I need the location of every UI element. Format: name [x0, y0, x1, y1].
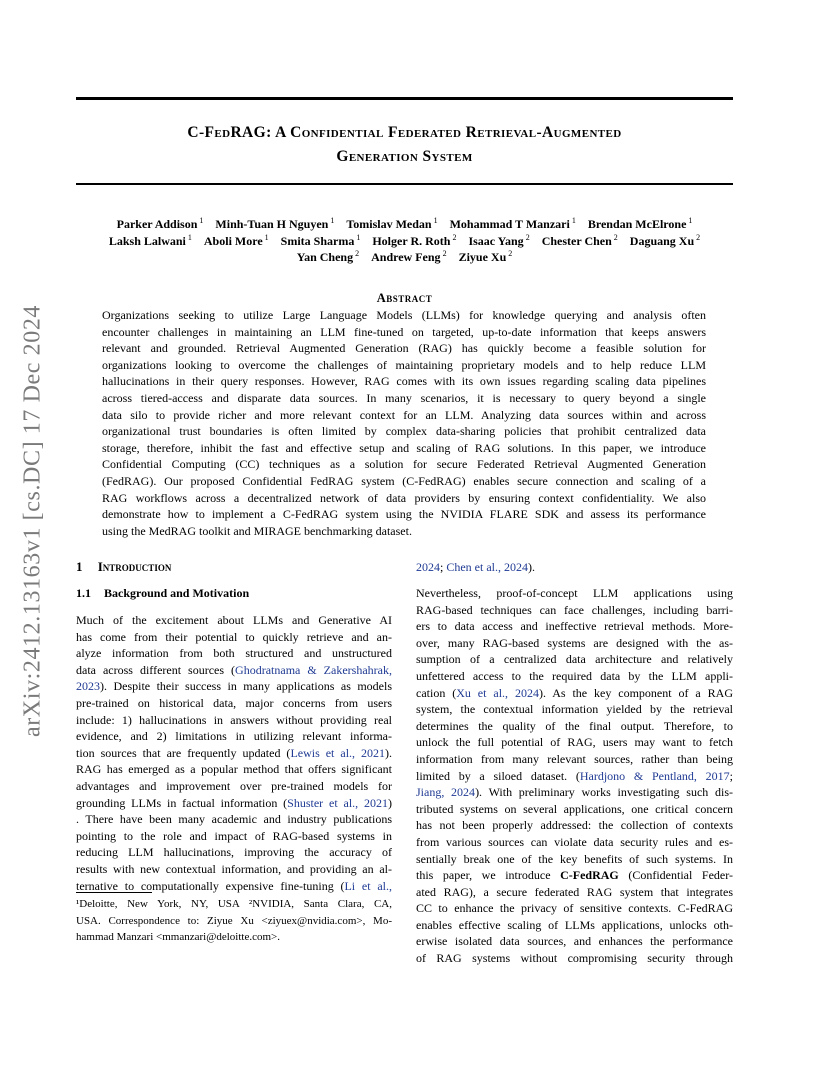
- text-span: results with new contextual information, and providing an al-: [76, 861, 392, 876]
- text-line: [76, 645, 392, 662]
- text-span: erwise isolated data sources, and enhances the performance: [416, 934, 733, 949]
- author-affiliation: 2: [440, 249, 447, 258]
- text-span: . There have been many academic and industry publications: [76, 812, 392, 827]
- text-line: USA. Correspondence to: Ziyue Xu <ziyuex@nvidia.com>, Mo-: [76, 914, 392, 927]
- text-span: advantages and improvement over pre-trained models for: [76, 778, 392, 793]
- footnote: [76, 897, 392, 947]
- text-line: across tiered-access and disparate data sources. In many scenarios, it is necessary to query beyond a single: [102, 390, 706, 405]
- text-span: of RAG systems without compromising security through: [416, 951, 733, 966]
- abstract-body: [102, 307, 706, 539]
- section-title: Introduction: [97, 559, 172, 574]
- author-affiliation: 1: [354, 233, 361, 242]
- text-line: [76, 795, 392, 812]
- author: Andrew Feng: [371, 250, 441, 264]
- author-affiliation: 2: [523, 233, 530, 242]
- intro-right-column-continuation: [416, 559, 733, 576]
- author: Chester Chen: [541, 234, 612, 248]
- author: Yan Cheng: [296, 250, 354, 264]
- text-line: organizations looking to overcome the challenges of maintaining proprietary models and to help reduce LLM: [102, 357, 706, 372]
- text-line: [76, 712, 392, 729]
- text-line: [416, 701, 733, 718]
- author-affiliation: 1: [328, 216, 335, 225]
- text-span: ): [388, 795, 392, 810]
- subsection-heading: [76, 586, 249, 601]
- paper-title-line-2: Generation System: [336, 148, 473, 165]
- section-number: 1: [76, 559, 83, 574]
- text-span: pre-trained on historical data, major concerns from users: [76, 695, 392, 710]
- author: Laksh Lalwani: [108, 234, 186, 248]
- text-span: RAG-based techniques can face challenges, including barri-: [416, 602, 733, 617]
- author-line-3: [76, 246, 733, 265]
- text-span: ). Despite their success in many applications as models: [100, 679, 392, 694]
- title-bottom-rule: [76, 183, 733, 185]
- paper-title-line-1: C-FedRAG: A Confidential Federated Retrieval-Augmented: [187, 124, 622, 141]
- text-line: relevant and grounded. Retrieval Augmented Generation (RAG) has quickly become a feasible solution for: [102, 341, 706, 356]
- text-line: encounter challenges in maintaining an LLM fine-tuned on targeted, up-to-date information that keeps answers: [102, 324, 706, 339]
- author-affiliation: 1: [686, 216, 693, 225]
- text-span: sentially break one of the key benefits of such systems. In: [416, 851, 733, 866]
- text-span: (Confidential Feder-: [618, 868, 733, 883]
- text-line: [416, 618, 733, 635]
- citation-link[interactable]: 2024: [416, 560, 440, 574]
- text-span: information from many relevant sources, rather than being: [416, 751, 733, 766]
- citation-link[interactable]: Xu et al., 2024: [456, 685, 539, 700]
- text-line: Organizations seeking to utilize Large Language Models (LLMs) for knowledge querying and analysis often: [102, 308, 706, 322]
- text-span: ).: [528, 560, 535, 574]
- text-line: [76, 612, 392, 629]
- text-span: ).: [385, 745, 393, 760]
- text-line: [416, 917, 733, 934]
- author: Holger R. Roth: [372, 234, 451, 248]
- text-span: reducing LLM hallucinations, improving the accuracy of: [76, 845, 392, 860]
- text-span: cation (: [416, 685, 457, 700]
- author: Mohammad T Manzari: [449, 217, 570, 231]
- text-line: [416, 602, 733, 619]
- author: Parker Addison: [116, 217, 198, 231]
- citation-link[interactable]: Li et al.,: [344, 878, 393, 893]
- author: Ziyue Xu: [458, 250, 507, 264]
- text-span: limited by a siloed dataset. (: [416, 768, 580, 783]
- text-line: [416, 851, 733, 868]
- text-line: [416, 685, 733, 702]
- text-line: Confidential Computing (CC) techniques as a solution for secure Federated Retrieval Augmented Generation: [102, 457, 706, 472]
- author-affiliation: 2: [353, 249, 360, 258]
- text-span: alyze information from both structured and unstructured: [76, 646, 392, 661]
- text-line: [76, 778, 392, 795]
- text-span: pointing to the role and impact of RAG-based systems in: [76, 828, 392, 843]
- author-affiliation: 1: [262, 233, 269, 242]
- text-line: [416, 734, 733, 751]
- text-span: ers to data access and ineffective retrieval methods. More-: [416, 619, 733, 634]
- citation-link[interactable]: Lewis et al., 2021: [290, 745, 386, 760]
- text-line: using the MedRAG toolkit and MIRAGE benchmarking dataset.: [102, 523, 412, 538]
- text-line: data silo to provide richer and more relevant context for an LLM. Analyzing data sources within and across: [102, 407, 706, 422]
- text-span: determines the quality of the final output. Therefore, to: [416, 718, 733, 733]
- text-line: [76, 678, 392, 695]
- text-line: ¹Deloitte, New York, NY, USA ²NVIDIA, Santa Clara, CA,: [76, 898, 392, 910]
- text-span: Much of the excitement about LLMs and Generative AI: [76, 613, 392, 627]
- author-affiliation: 2: [611, 233, 618, 242]
- text-span: tributed systems on several applications, one critical concern: [416, 801, 733, 816]
- text-line: [416, 585, 733, 602]
- text-span: CC to enhance the privacy of sensitive contexts. C-FedRAG: [416, 901, 733, 916]
- text-span: has not been properly addressed: the collection of contexts: [416, 818, 733, 833]
- text-line: [76, 844, 392, 861]
- author: Minh-Tuan H Nguyen: [215, 217, 329, 231]
- text-line: hallucinations in their query responses. However, RAG comes with its own issues regarding scaling data pipelines: [102, 374, 706, 389]
- paper-title: [76, 121, 733, 169]
- citation-link[interactable]: Chen et al., 2024: [446, 560, 528, 574]
- text-line: [416, 900, 733, 917]
- text-line: [416, 834, 733, 851]
- author: Daguang Xu: [629, 234, 695, 248]
- text-span: has come from their potential to quickly retrieve and an-: [76, 629, 392, 644]
- abstract-heading: Abstract: [376, 291, 433, 305]
- subsection-title: Background and Motivation: [104, 586, 250, 600]
- citation-link[interactable]: Ghodratnama & Zakershahrak,: [235, 662, 392, 677]
- text-line: [416, 751, 733, 768]
- subsection-number: 1.1: [76, 586, 91, 600]
- intro-right-column: [416, 585, 733, 967]
- author: Brendan McElrone: [587, 217, 687, 231]
- text-line: [76, 828, 392, 845]
- text-span: system, the contextual information yielded by the retrieval: [416, 702, 733, 717]
- arxiv-sidebar: [20, 286, 46, 756]
- text-span: RAG has emerged as a popular method that offers significant: [76, 762, 392, 777]
- citation-link[interactable]: Hardjono & Pentland, 2017: [579, 768, 730, 783]
- text-span: ;: [729, 768, 733, 783]
- text-span: evidence, and 2) limitations in utilizing relevant informa-: [76, 729, 392, 744]
- text-span: include: 1) hallucinations in answers without providing real: [76, 712, 392, 727]
- text-span: enables effective scaling of LLMs applications, unlocks oth-: [416, 917, 733, 932]
- text-line: [416, 933, 733, 950]
- text-span: unlock the full potential of RAG, users may want to fetch: [416, 735, 733, 750]
- text-line: [76, 728, 392, 745]
- author-affiliation: 2: [450, 233, 457, 242]
- text-span: unfettered access to the required data by the LLM appli-: [416, 668, 733, 683]
- author-affiliation: 1: [431, 216, 438, 225]
- text-span: tion sources that are frequently updated (: [76, 745, 291, 760]
- text-line: [416, 635, 733, 652]
- text-line: [416, 651, 733, 668]
- text-span: ternative to computationally expensive fine-tuning (: [76, 878, 345, 893]
- citation-link[interactable]: Shuster et al., 2021: [287, 795, 388, 810]
- author: Isaac Yang: [468, 234, 524, 248]
- text-span: Nevertheless, proof-of-concept LLM applications using: [416, 586, 733, 600]
- text-span: from various sources can violate data security rules and es-: [416, 834, 733, 849]
- citation-link[interactable]: 2023: [76, 679, 100, 694]
- author: Tomislav Medan: [346, 217, 432, 231]
- text-line: [416, 768, 733, 785]
- text-span: ;: [440, 560, 447, 574]
- text-line: [76, 629, 392, 646]
- text-line: [76, 811, 392, 828]
- text-span: ). With preliminary works investigating such dis-: [475, 785, 733, 800]
- text-span: this paper, we introduce: [416, 868, 561, 883]
- text-line: [416, 817, 733, 834]
- author-affiliation: 1: [197, 216, 204, 225]
- text-line: organizational trust boundaries is often limited by complex data-sharing policies that prohibit centralized data: [102, 424, 706, 439]
- text-line: [416, 801, 733, 818]
- text-line: RAG workflows across a decentralized network of data providers by ensuring context confidentiality. We also: [102, 490, 706, 505]
- citation-link[interactable]: Jiang, 2024: [416, 785, 476, 800]
- author: Smita Sharma: [280, 234, 355, 248]
- text-line: (FedRAG). Our proposed Confidential FedRAG system (C-FedRAG) enables secure connection and scaling of a: [102, 473, 706, 488]
- text-line: [76, 861, 392, 878]
- text-line: [416, 718, 733, 735]
- text-line: hammad Manzari <mmanzari@deloitte.com>.: [76, 931, 280, 944]
- text-span: data across different sources (: [76, 662, 236, 677]
- text-line: [76, 761, 392, 778]
- author-affiliation: 2: [506, 249, 513, 258]
- section-heading: [76, 559, 171, 575]
- arxiv-identifier: arXiv:2412.13163v1 [cs.DC] 17 Dec 2024: [19, 304, 46, 738]
- text-line: [76, 695, 392, 712]
- text-line: [416, 559, 733, 576]
- text-span: ated RAG), a secure federated RAG system that integrates: [416, 884, 733, 899]
- author-affiliation: 1: [569, 216, 576, 225]
- intro-left-column: [76, 612, 392, 894]
- text-line: [76, 745, 392, 762]
- text-span: sumption of a centralized data architecture and relatively: [416, 652, 733, 667]
- text-span: grounding LLMs in factual information (: [76, 795, 288, 810]
- text-line: demonstrate how to implement a C-FedRAG system using the NVIDIA FLARE SDK and assess its performance: [102, 507, 706, 522]
- title-top-rule: [76, 97, 733, 100]
- text-line: [416, 668, 733, 685]
- author-affiliation: 2: [694, 233, 701, 242]
- text-span: ). As the key component of a RAG: [538, 685, 733, 700]
- author: Aboli More: [203, 234, 263, 248]
- footnote-rule: [76, 892, 152, 893]
- text-line: [76, 662, 392, 679]
- text-line: [416, 867, 733, 884]
- author-affiliation: 1: [185, 233, 192, 242]
- text-line: [416, 950, 733, 967]
- text-line: [416, 884, 733, 901]
- text-span: over, many RAG-based systems are designed with the as-: [416, 635, 733, 650]
- text-line: storage, therefore, inhibit the fast and effective setup and scaling of RAG solutions. In this paper, we introduce: [102, 440, 706, 455]
- text-line: [416, 784, 733, 801]
- text-span: C-FedRAG: [560, 868, 619, 883]
